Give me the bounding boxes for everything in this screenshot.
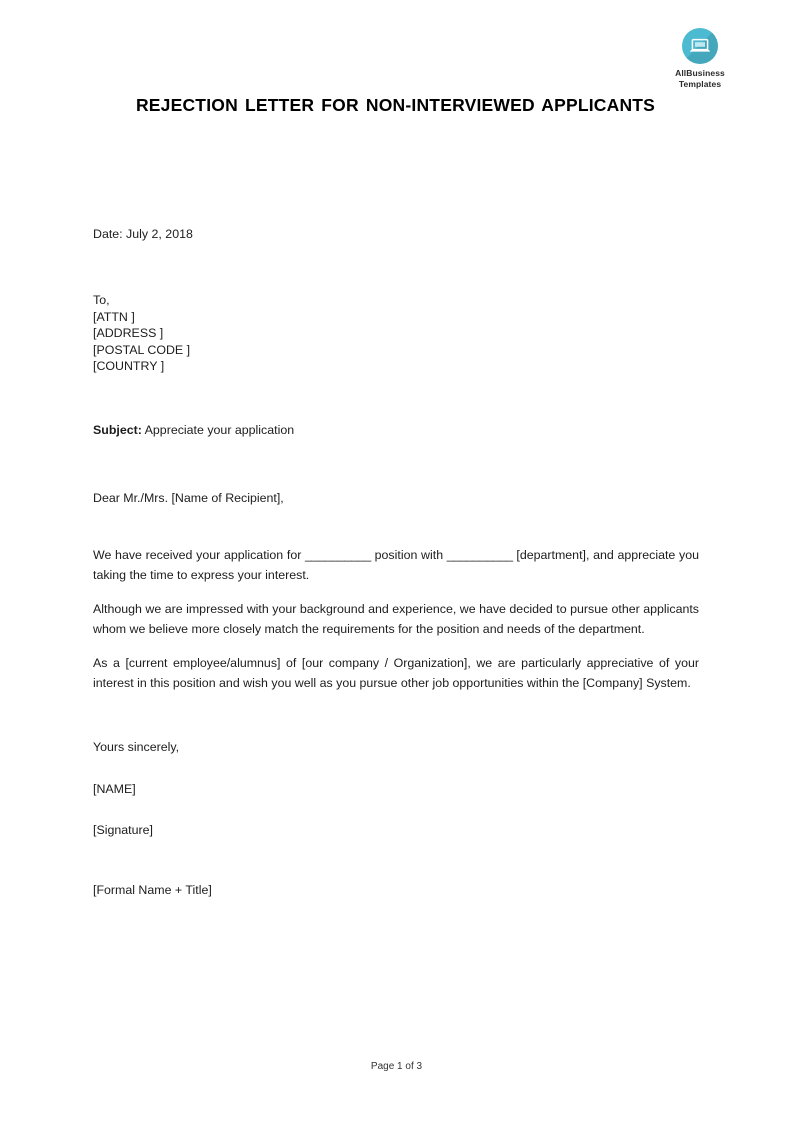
signature-placeholder: [Signature] <box>93 823 153 838</box>
address-country: [COUNTRY ] <box>93 359 165 374</box>
address-attn: [ATTN ] <box>93 309 135 324</box>
closing-block <box>93 741 699 896</box>
body-paragraph-1 <box>93 545 699 585</box>
blank-field-department[interactable]: __________ <box>446 547 513 562</box>
formal-name-title: [Formal Name + Title] <box>93 882 212 897</box>
letter-body <box>93 228 699 896</box>
address-street: [ADDRESS ] <box>93 326 164 341</box>
subject-line <box>93 424 699 436</box>
address-to: To, <box>93 293 110 308</box>
date-line: Date: July 2, 2018 <box>93 227 193 241</box>
paragraph-1-segment-2: position with <box>370 547 447 562</box>
sender-name: [NAME] <box>93 781 136 796</box>
recipient-address-block <box>93 292 699 375</box>
logo-line-2: Templates <box>678 78 722 89</box>
logo-wordmark <box>652 68 748 89</box>
body-paragraph-3: As a [current employee/alumnus] of [our company / Organization], we are particularly appreciative of your interest in this position and wish you well as you pursue other job opportunities within the [Company] System. <box>93 656 699 691</box>
salutation: Dear Mr./Mrs. [Name of Recipient], <box>93 491 284 506</box>
page-title: REJECTION LETTER FOR NON-INTERVIEWED APPLICANTS <box>135 95 656 115</box>
logo-line-1: AllBusiness <box>675 68 725 78</box>
body-paragraph-2: Although we are impressed with your background and experience, we have decided to pursue other applicants whom we believe more closely match the requirements for the position and needs of the department. <box>93 601 699 636</box>
subject-label: Subject: <box>93 422 142 437</box>
address-postal-code: [POSTAL CODE ] <box>93 342 191 357</box>
allbusiness-templates-logo[interactable] <box>652 28 748 89</box>
laptop-icon <box>682 28 718 64</box>
paragraph-1-segment-1: We have received your application for <box>93 547 306 562</box>
paragraph-1-segment-3: [department], and appreciate you taking the time to express your interest. <box>93 547 699 582</box>
blank-field-position[interactable]: __________ <box>305 547 371 562</box>
page-footer: Page 1 of 3 <box>370 1061 423 1072</box>
sign-off: Yours sincerely, <box>93 740 180 755</box>
subject-value: Appreciate your application <box>144 422 295 437</box>
